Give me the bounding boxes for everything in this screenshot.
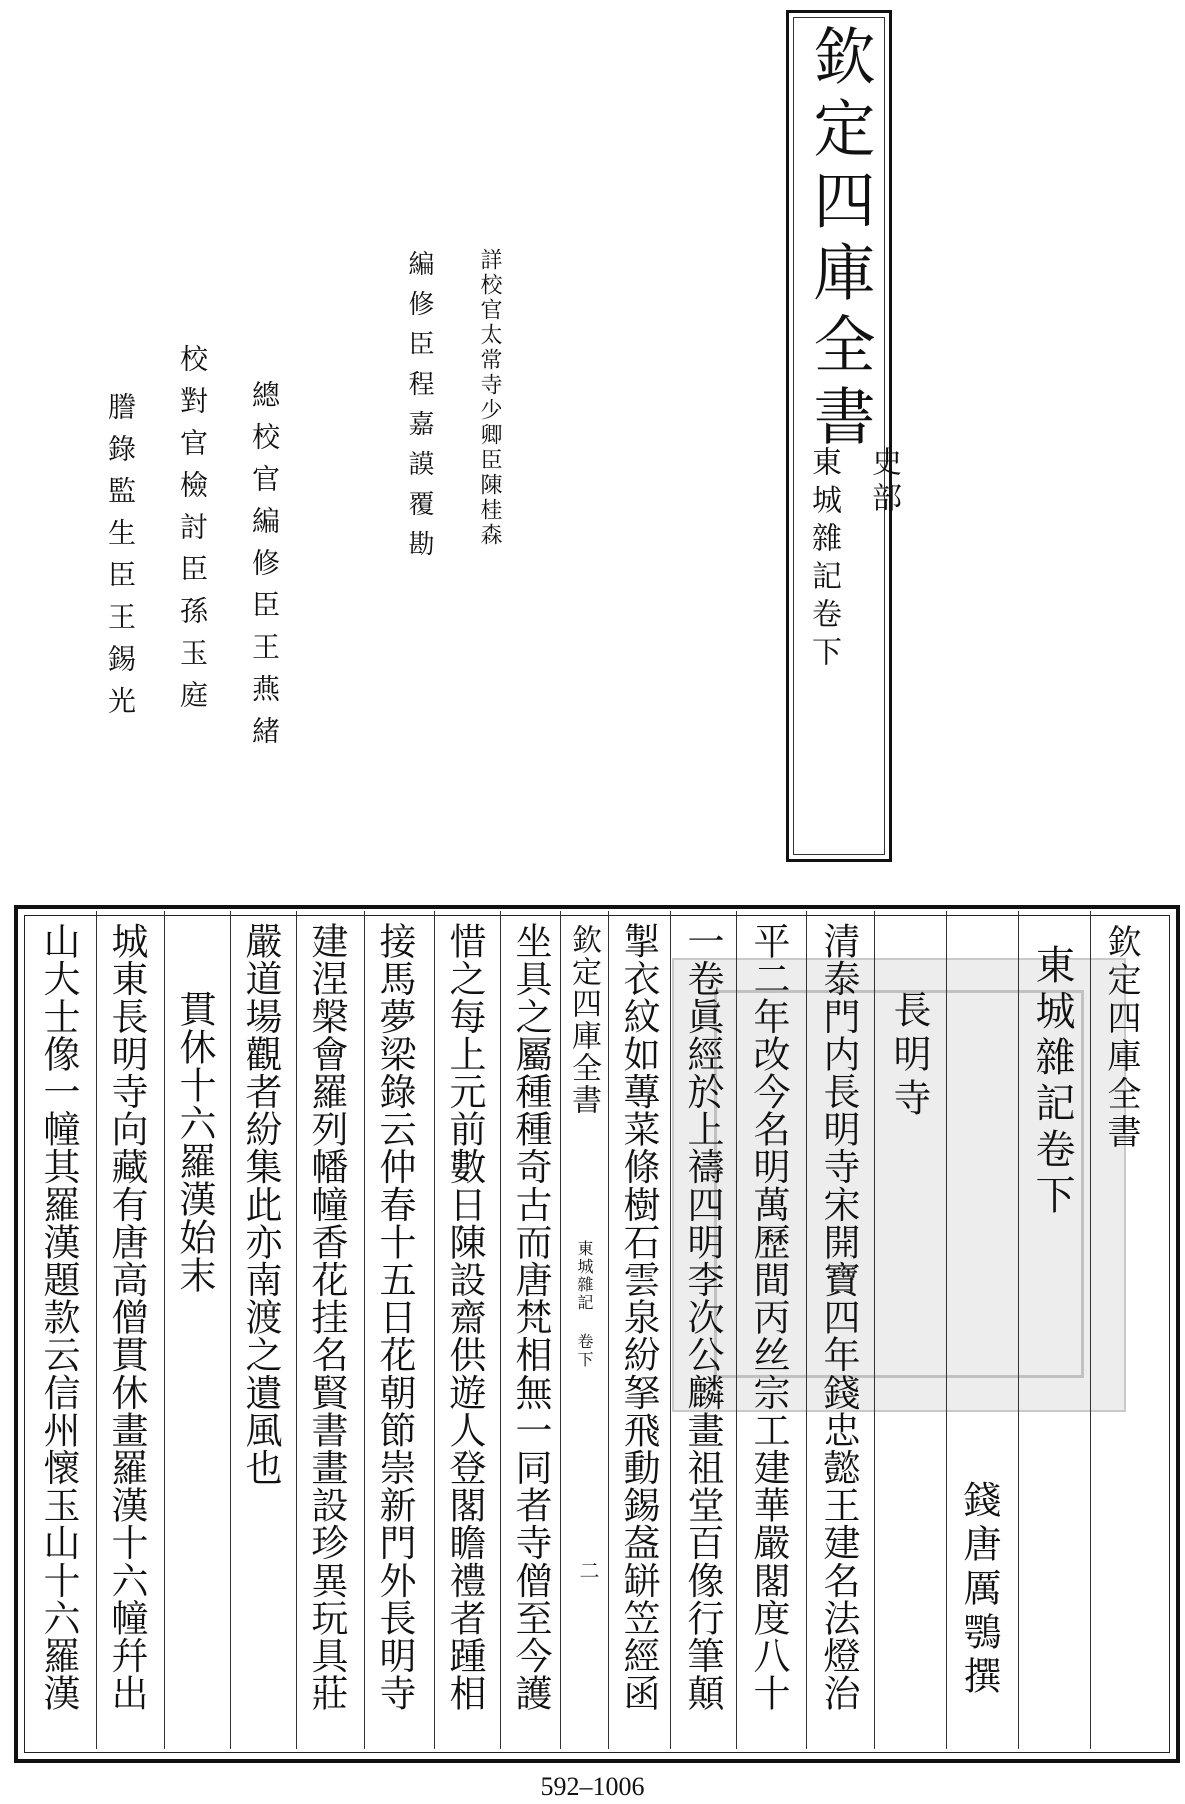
column-rule [1090, 911, 1091, 1749]
credit-chief-editor: 總校官編修臣王燕緒 [248, 380, 281, 758]
text-column: 城東長明寺向藏有唐高僧貫休畫羅漢十六幢幷出 [105, 922, 148, 1712]
credit-reviewer: 編修臣程嘉謨覆勘 [404, 250, 434, 570]
column-rule [670, 911, 671, 1749]
center-label: 欽定四庫全書 [566, 924, 601, 1116]
cover-main-title: 欽定四庫全書 [803, 24, 876, 456]
text-column: 接馬夢梁錄云仲春十五日花朝節崇新門外長明寺 [373, 922, 416, 1712]
text-column: 掣衣紋如蓴菜條樹石雲泉紛拏飛動錫盋缾笠經函 [617, 922, 660, 1712]
text-column: 惜之每上元前數日陳設齋供遊人登閣瞻禮者踵相 [443, 922, 486, 1712]
page-footer-number: 592–1006 [540, 1772, 645, 1801]
text-column: 坐具之屬種種奇古而唐梵相無一同者寺僧至今護 [509, 922, 552, 1712]
center-sub: 東城雜記 卷下 [575, 1240, 594, 1369]
text-column: 平二年改今名明萬歷間丙丝宗工建華嚴閣度八十 [747, 922, 790, 1712]
column-rule [946, 911, 947, 1749]
column-rule [500, 911, 501, 1749]
column-rule [736, 911, 737, 1749]
column-rule [96, 911, 97, 1749]
column-rule [560, 911, 561, 1749]
author-line: 錢唐厲鶚撰 [957, 1480, 1001, 1700]
credit-copyist: 謄錄監生臣王錫光 [104, 392, 137, 728]
column-rule [1018, 911, 1019, 1749]
column-rule [434, 911, 435, 1749]
column-rule [230, 911, 231, 1749]
text-column: 建涅槃會羅列幡幢香花挂名賢書畫設珍異玩具莊 [305, 922, 348, 1712]
column-rule [164, 911, 165, 1749]
cover-book-title: 東城雜記卷下 [806, 446, 841, 674]
column-rule [806, 911, 807, 1749]
column-rule [608, 911, 609, 1749]
credit-collator: 校對官檢討臣孫玉庭 [176, 344, 209, 722]
text-column: 嚴道場觀者紛集此亦南渡之遺風也 [239, 922, 282, 1486]
page-header: 欽定四庫全書 [1101, 924, 1141, 1152]
credit-proofreader: 詳校官太常寺少卿臣陳桂森 [477, 248, 502, 548]
cover-section: 史部 [866, 446, 901, 518]
column-rule [296, 911, 297, 1749]
page-number: 二 [576, 1560, 600, 1580]
book-title: 東城雜記卷下 [1029, 944, 1075, 1220]
text-column: 一卷眞經於上禱四明李次公麟畫祖堂百像行筆顛 [681, 922, 724, 1712]
column-rule [874, 911, 875, 1749]
column-rule [364, 911, 365, 1749]
text-column: 清泰門内長明寺宋開寶四年錢忠懿王建名法燈治 [817, 922, 860, 1712]
entry-title: 長明寺 [887, 990, 931, 1122]
section-heading: 貫休十六羅漢始末 [173, 990, 216, 1294]
text-column: 山大士像一幢其羅漢題款云信州懷玉山十六羅漢 [37, 922, 80, 1712]
